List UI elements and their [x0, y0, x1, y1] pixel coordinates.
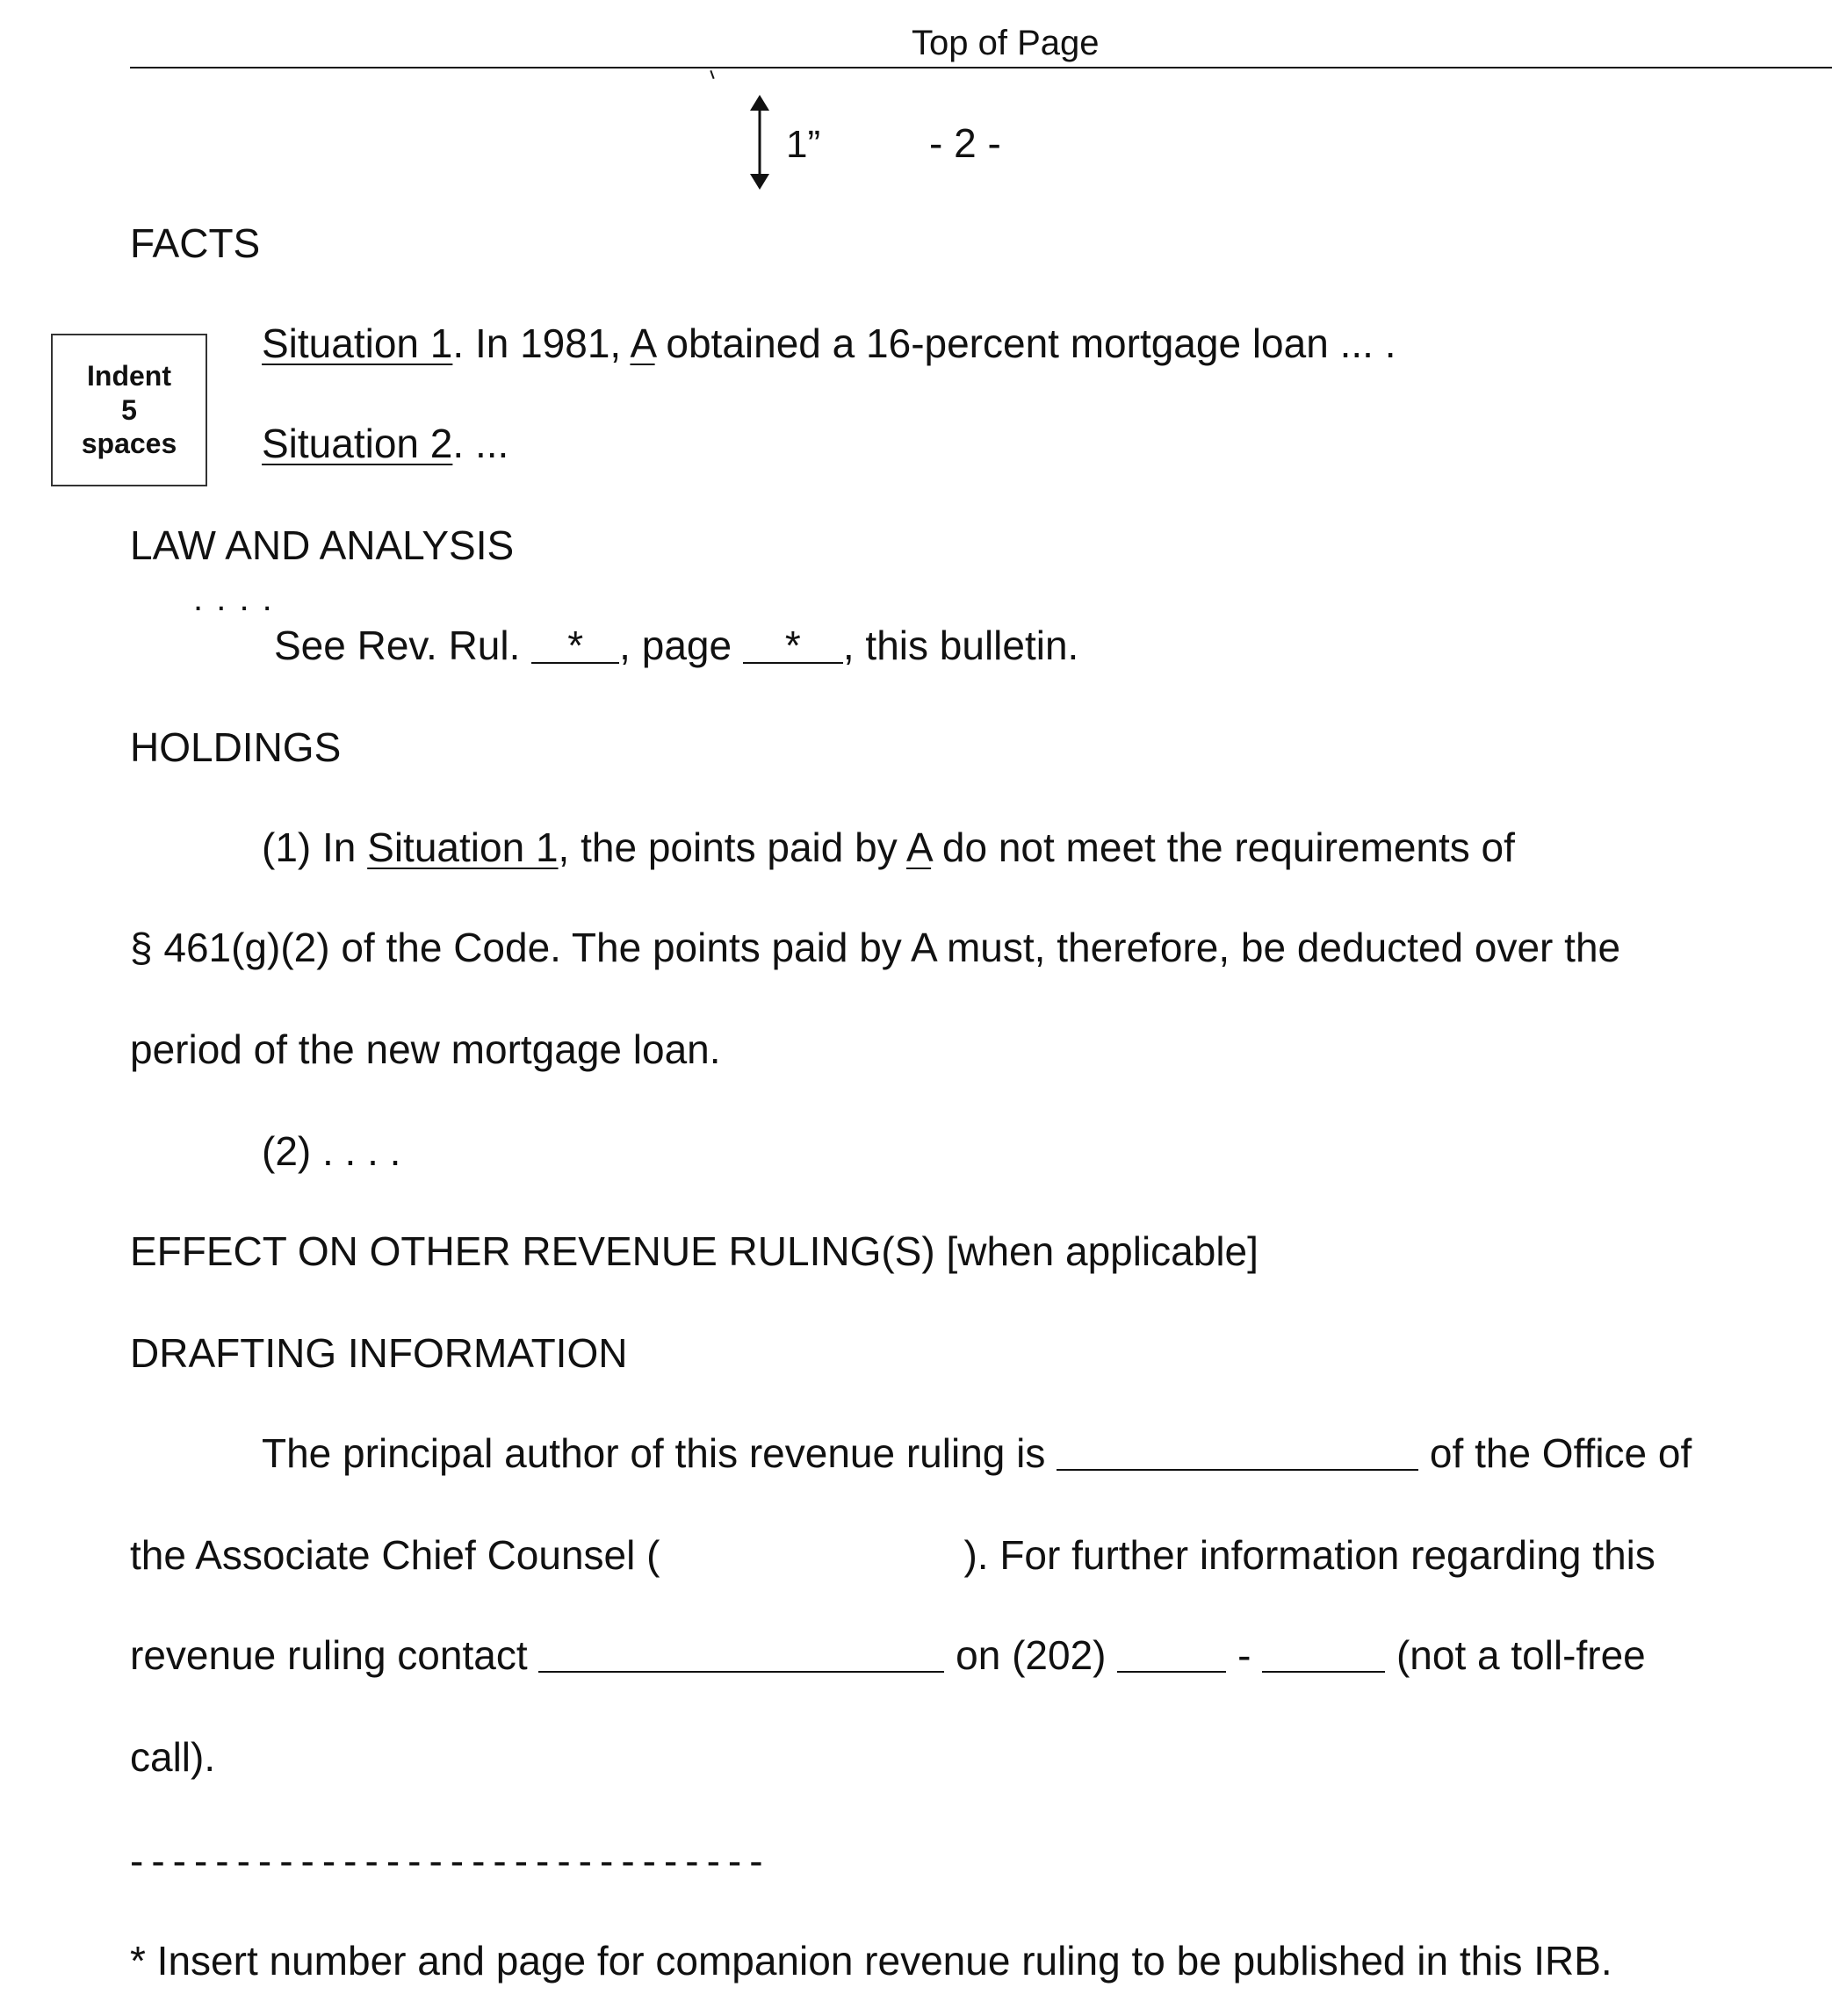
see-text-b: , page [619, 623, 743, 668]
law-ellipsis: . . . . [193, 580, 274, 618]
page-number: - 2 - [929, 120, 1001, 166]
see-rev-rul-line [274, 625, 1078, 666]
author-name-blank [1057, 1462, 1418, 1471]
situation2-paragraph [262, 423, 508, 464]
footnote: * Insert number and page for companion revenue ruling to be published in this IRB. [130, 1938, 1612, 1984]
indent-note-box [51, 334, 207, 486]
top-of-page-rule [130, 67, 1832, 68]
tick-mark [710, 70, 714, 79]
situation1-party: A [630, 320, 655, 366]
rev-rul-number-blank [531, 625, 619, 666]
phone-suffix-blank [1262, 1664, 1385, 1673]
situation1-text-a: . In 1981, [452, 320, 631, 366]
holding1-line2: § 461(g)(2) of the Code. The points paid by A must, therefore, be deducted over the [130, 925, 1621, 970]
indent-note-line2: 5 [121, 393, 137, 426]
page-number-blank [743, 625, 843, 666]
drafting-l3-text-a: revenue ruling contact [130, 1632, 539, 1678]
drafting-line1 [262, 1430, 1692, 1476]
drafting-line3 [130, 1632, 1646, 1678]
footnote-separator: ------------------------------ [130, 1838, 771, 1883]
margin-measure-label: 1” [786, 123, 821, 166]
holding1-line3: period of the new mortgage loan. [130, 1026, 721, 1072]
drafting-l1-text-a: The principal author of this revenue ruling is [262, 1430, 1057, 1476]
holding1-party: A [905, 824, 932, 870]
law-heading: LAW AND ANALYSIS [130, 522, 515, 568]
holding1-text-c: do not meet the requirements of [931, 824, 1515, 870]
drafting-l3-text-c: - [1226, 1632, 1263, 1678]
situation1-text-b: obtained a 16-percent mortgage loan ... . [654, 320, 1396, 366]
drafting-l2-text-b: ). For further information regarding this [963, 1532, 1655, 1578]
top-of-page-label: Top of Page [912, 24, 1100, 62]
drafting-line2 [130, 1532, 1655, 1578]
facts-heading: FACTS [130, 220, 261, 266]
see-text-a: See Rev. Rul. [274, 623, 532, 668]
holding1-line1 [262, 824, 1515, 870]
drafting-l2-text-a: the Associate Chief Counsel ( [130, 1532, 660, 1578]
holding1-situation: Situation 1 [367, 824, 559, 870]
situation1-label: Situation 1 [262, 320, 453, 366]
star-marker-1: * [567, 623, 584, 668]
effect-heading: EFFECT ON OTHER REVENUE RULING(S) [when applicable] [130, 1228, 1259, 1274]
situation2-label: Situation 2 [262, 421, 453, 466]
holdings-heading: HOLDINGS [130, 724, 342, 770]
situation2-text: . ... [452, 421, 509, 466]
star-marker-2: * [784, 623, 801, 668]
indent-note-line1: Indent [87, 360, 171, 392]
contact-name-blank [538, 1664, 944, 1673]
drafting-l3-text-d: (not a toll-free [1385, 1632, 1646, 1678]
drafting-heading: DRAFTING INFORMATION [130, 1330, 628, 1376]
margin-arrow-icon [745, 95, 775, 190]
indent-note-line3: spaces [81, 428, 177, 460]
phone-prefix-blank [1117, 1664, 1226, 1673]
drafting-line4: call). [130, 1734, 216, 1780]
see-text-c: , this bulletin. [842, 623, 1079, 668]
drafting-l3-text-b: on (202) [944, 1632, 1118, 1678]
situation1-paragraph [262, 320, 1396, 366]
drafting-l1-text-b: of the Office of [1418, 1430, 1692, 1476]
holding1-text-a: (1) In [262, 824, 368, 870]
holding1-text-b: , the points paid by [558, 824, 906, 870]
holding2: (2) . . . . [262, 1128, 401, 1174]
